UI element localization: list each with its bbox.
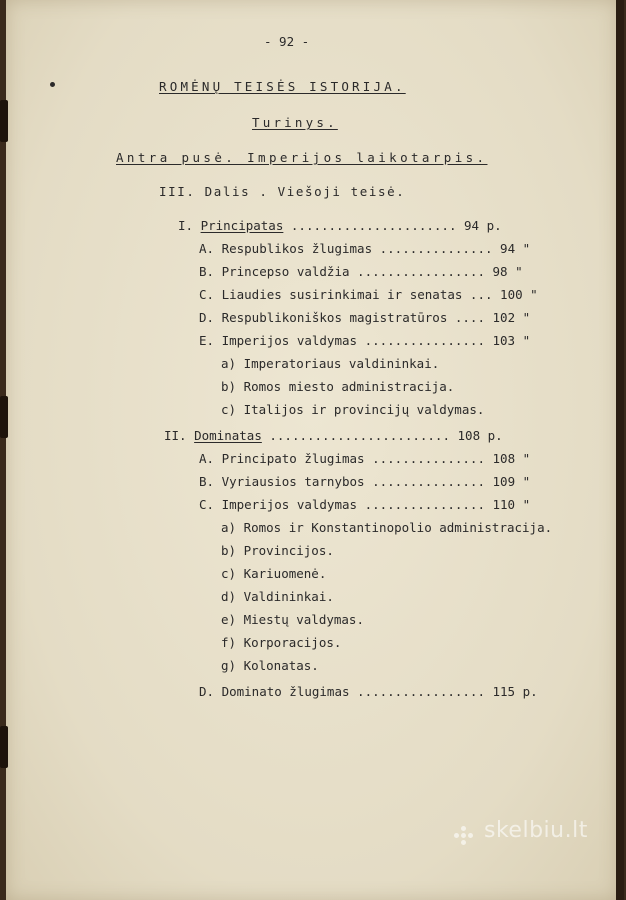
toc-entry-number: e)	[221, 612, 244, 627]
toc-entry-title: Principatas	[200, 218, 284, 233]
toc-entry-number: I.	[178, 218, 201, 233]
toc-entry	[199, 684, 538, 699]
toc-entry-title: Miestų valdymas.	[243, 612, 364, 627]
toc-entry	[221, 589, 334, 604]
toc-entry	[178, 218, 502, 233]
toc-entry	[164, 428, 503, 443]
toc-entry-title: Imperijos valdymas	[221, 333, 358, 348]
page-edge-shadow	[616, 0, 624, 900]
toc-entry-leader-dots: ...............	[372, 241, 493, 256]
page-number: - 92 -	[264, 34, 310, 49]
toc-entry-page: 100 "	[492, 287, 538, 302]
toc-entry-leader-dots: ...	[462, 287, 493, 302]
binding-hole	[0, 726, 8, 768]
toc-entry-title: Valdininkai.	[243, 589, 334, 604]
toc-entry-leader-dots: .................	[349, 264, 485, 279]
toc-entry-page: 115 p.	[484, 684, 538, 699]
toc-entry-title: Principato žlugimas	[221, 451, 365, 466]
toc-entry-title: Imperatoriaus valdininkai.	[243, 356, 440, 371]
toc-entry-number: B.	[199, 264, 222, 279]
toc-entry-number: A.	[199, 241, 222, 256]
toc-entry	[199, 310, 530, 325]
toc-entry-title: Respublikos žlugimas	[221, 241, 373, 256]
toc-entry-number: C.	[199, 287, 222, 302]
toc-entry	[199, 241, 530, 256]
toc-entry-title: Princepso valdžia	[221, 264, 350, 279]
document-title: ROMĖNŲ TEISĖS ISTORIJA.	[159, 79, 406, 94]
toc-entry	[199, 451, 530, 466]
toc-entry-number: a)	[221, 356, 244, 371]
toc-entry	[221, 566, 326, 581]
toc-entry-number: II.	[164, 428, 195, 443]
toc-entry-number: b)	[221, 543, 244, 558]
toc-entry-title: Vyriausios tarnybos	[221, 474, 365, 489]
binding-hole	[0, 396, 8, 438]
toc-entry-title: Dominato žlugimas	[221, 684, 350, 699]
toc-entry	[221, 658, 319, 673]
binding-hole	[0, 100, 8, 142]
toc-entry-number: D.	[199, 684, 222, 699]
toc-entry-page: 109 "	[485, 474, 531, 489]
toc-entry-title: Respublikoniškos magistratūros	[221, 310, 448, 325]
toc-entry-number: f)	[221, 635, 244, 650]
toc-entry-leader-dots: .................	[349, 684, 485, 699]
toc-entry-title: Kolonatas.	[243, 658, 319, 673]
toc-entry	[199, 333, 530, 348]
toc-entry-page: 102 "	[485, 310, 531, 325]
toc-entry-page: 108 "	[485, 451, 531, 466]
contents-heading: Turinys.	[252, 115, 338, 130]
toc-entry-title: Kariuomenė.	[243, 566, 327, 581]
toc-entry-number: c)	[221, 566, 244, 581]
toc-entry-title: Dominatas	[194, 428, 262, 443]
toc-entry-title: Imperijos valdymas	[221, 497, 358, 512]
ink-mark	[50, 82, 55, 87]
toc-entry	[221, 356, 439, 371]
toc-entry-leader-dots: ........................	[261, 428, 450, 443]
toc-entry-page: 108 p.	[450, 428, 503, 443]
toc-entry	[221, 402, 484, 417]
toc-entry	[221, 543, 334, 558]
document-page	[6, 0, 618, 900]
toc-entry-leader-dots: ....	[447, 310, 485, 325]
toc-entry-title: Korporacijos.	[243, 635, 342, 650]
toc-entry-number: C.	[199, 497, 222, 512]
toc-entry	[199, 264, 523, 279]
toc-entry-leader-dots: ......................	[283, 218, 457, 233]
toc-entry	[221, 379, 454, 394]
toc-entry-page: 98 "	[484, 264, 523, 279]
toc-entry-number: E.	[199, 333, 222, 348]
section-heading: Antra pusė. Imperijos laikotarpis.	[116, 150, 488, 165]
toc-entry-leader-dots: ................	[357, 333, 485, 348]
toc-entry-number: d)	[221, 589, 244, 604]
toc-entry-title: Romos ir Konstantinopolio administracija.	[243, 520, 553, 535]
toc-entry	[199, 287, 538, 302]
toc-entry-page: 94 p.	[456, 218, 502, 233]
toc-entry-number: D.	[199, 310, 222, 325]
toc-entry-number: g)	[221, 658, 244, 673]
toc-entry-number: A.	[199, 451, 222, 466]
part-heading: III. Dalis . Viešoji teisė.	[159, 184, 406, 199]
toc-entry-number: b)	[221, 379, 244, 394]
toc-entry-title: Provincijos.	[243, 543, 334, 558]
toc-entry	[199, 497, 530, 512]
toc-entry-title: Italijos ir provincijų valdymas.	[243, 402, 485, 417]
toc-entry	[221, 520, 552, 535]
toc-entry	[221, 635, 341, 650]
toc-entry-page: 103 "	[484, 333, 531, 348]
watermark-dots-icon	[454, 826, 480, 846]
toc-entry-number: a)	[221, 520, 244, 535]
toc-entry-number: c)	[221, 402, 244, 417]
toc-entry-leader-dots: ................	[357, 497, 485, 512]
toc-entry-leader-dots: ...............	[364, 474, 485, 489]
watermark: skelbiu.lt	[484, 818, 588, 843]
toc-entry-title: Romos miesto administracija.	[243, 379, 455, 394]
toc-entry	[221, 612, 364, 627]
toc-entry-page: 110 "	[484, 497, 531, 512]
toc-entry-leader-dots: ...............	[364, 451, 485, 466]
toc-entry-page: 94 "	[492, 241, 531, 256]
toc-entry-title: Liaudies susirinkimai ir senatas	[221, 287, 463, 302]
toc-entry	[199, 474, 530, 489]
toc-entry-number: B.	[199, 474, 222, 489]
